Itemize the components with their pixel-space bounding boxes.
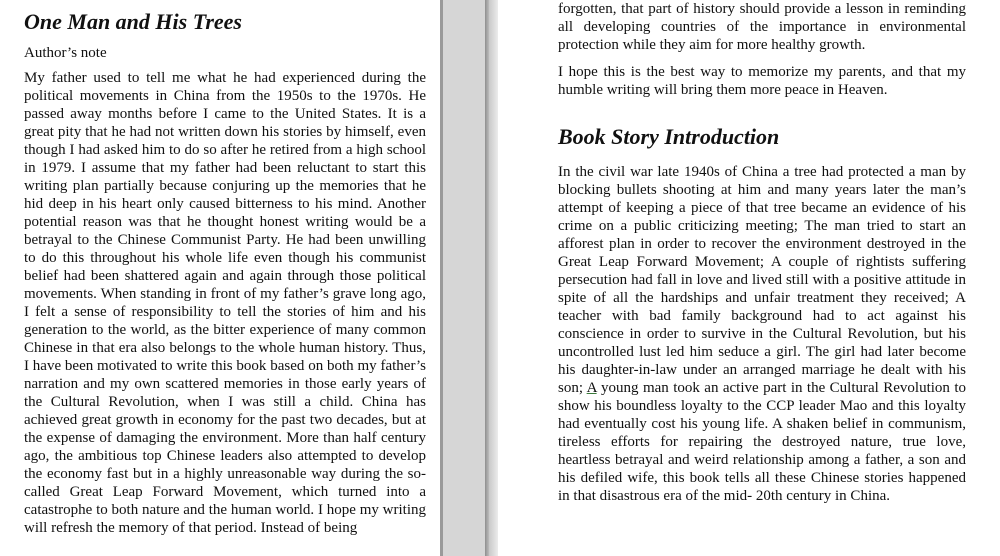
authors-note-body: My father used to tell me what he had experienced during the political movements in China from the 1950s to the 1970s. He passed away months before I came to the United States. It is a great pity that he had not written down his stories by himself, even though I had asked him to do so after he retired from a high school in 1979. I assume that my father had been reluctant to start this writing plan partially because conjuring up the memories that he hid deep in his heart only caused bitterness to his mind. Another potential reason was that he thought honest writing would be a betrayal to the Chinese Communist Party. He had been unwilling to do this throughout his whole life even though his communist belief had been shattered again and again through those political movements. When standing in front of my father’s grave long ago, I felt a sense of responsibility to tell the stories of him and his generation to the world, as the bitter experience of many common Chinese in that era also belongs to the whole human history. Thus, I have been motivated to write this book based on both my father’s narration and my own scattered memories in those early years of the Cultural Revolution, when I was still a child. China has achieved great growth in economy for the past two decades, but at the expense of damaging the environment. More than half century ago, the ambitious top Chinese leaders also attempted to develop the economy fast but in a highly unreasonable way during the so-called Great Leap Forward Movement, which turned into a catastrophe to both nature and the human world. I hope my writing will refresh the memory of that period. Instead of being (24, 70, 426, 536)
book-title: One Man and His Trees (24, 9, 242, 34)
intro-text-part2: young man took an active part in the Cultural Revolution to show his boundless loyalty to the CCP leader Mao and this loyalty had eventually cost his young life. A shaken belief in communism, tireless efforts for repairing the destroyed nature, true love, heartless betrayal and weird relationship among a father, a son and his defiled wife, this book tells all these Chinese stories happened in that disastrous era of the mid- 20th century in China. (558, 380, 967, 504)
right-page (498, 0, 1000, 556)
book-story-introduction (558, 163, 966, 505)
intro-text-part1: In the civil war late 1940s of China a tree had protected a man by blocking bullets shooting at him and many years later the man’s attempt of keeping a piece of that tree became an evidence of his crime on a public criticizing meeting; The man tried to start an afforest plan in order to recover the environment destroyed in the Great Leap Forward Movement; A couple of rightists suffering persecution had fall in love and lived still with a positive attitude in spite of all the hardships and unfair treatment they received; A teacher with bad family background had to act against his conscience in order to survive in the Cultural Revolution, but his uncontrolled lust led him seduce a girl. The girl had later become his daughter-in-law under an arranged marriage he dealt with his son; (558, 164, 966, 396)
page-edge-left (440, 0, 443, 556)
grammar-marked-word[interactable]: A (586, 380, 597, 396)
left-page (0, 0, 440, 556)
page-edge-shade (489, 0, 498, 556)
note-continuation: forgotten, that part of history should provide a lesson in reminding all developing countries of the importance in environmental protection while they aim for more healthy growth. (558, 1, 966, 53)
note-closing: I hope this is the best way to memorize my parents, and that my humble writing will bring them more peace in Heaven. (558, 64, 966, 98)
authors-note-heading: Author’s note (24, 45, 107, 61)
section-title: Book Story Introduction (558, 124, 780, 149)
